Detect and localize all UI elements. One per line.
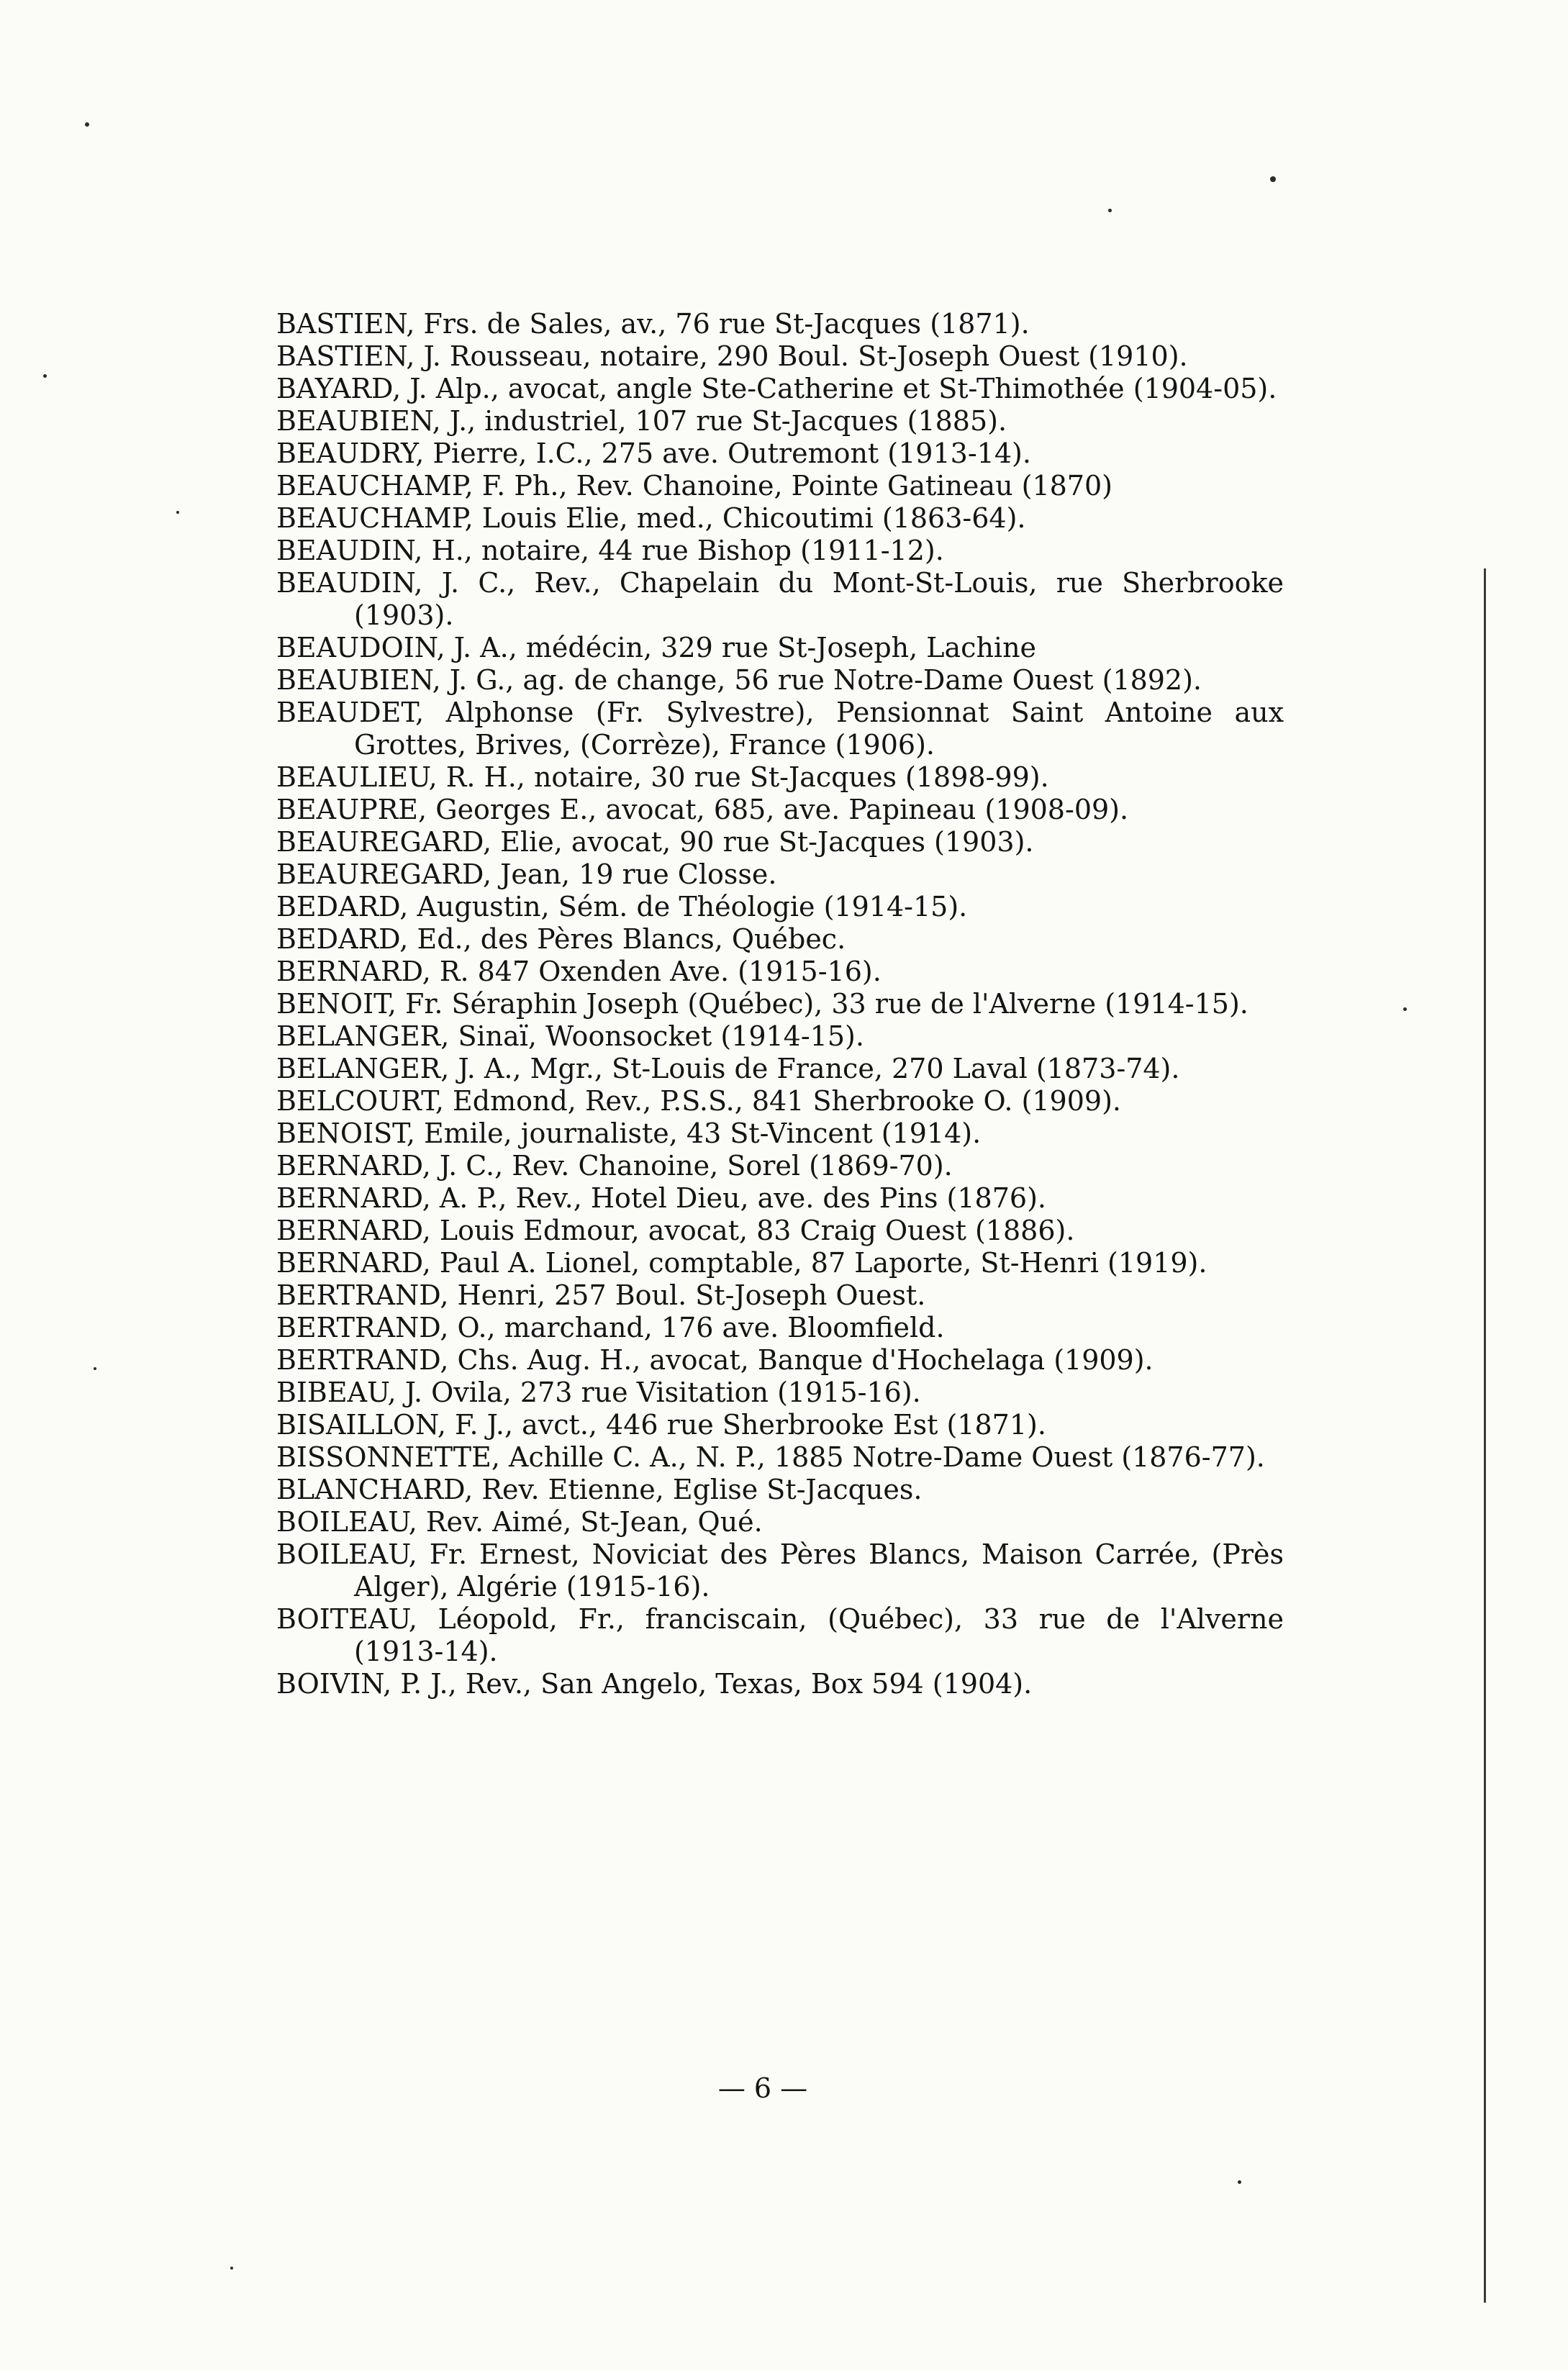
directory-entry: BEAUDOIN, J. A., médécin, 329 rue St-Joseph, Lachine [276, 632, 1037, 663]
directory-entry: BERNARD, Louis Edmour, avocat, 83 Craig Ouest (1886). [276, 1215, 1075, 1246]
directory-entry: BELANGER, J. A., Mgr., St-Louis de France, 270 Laval (1873-74). [276, 1053, 1180, 1084]
binding-edge-line [1484, 568, 1486, 2303]
scan-speck [94, 1367, 96, 1370]
scan-speck [1238, 2180, 1241, 2184]
directory-entry: BOIVIN, P. J., Rev., San Angelo, Texas, Box 594 (1904). [276, 1668, 1033, 1700]
directory-entry: BEAUDET, Alphonse (Fr. Sylvestre), Pensionnat Saint Antoine aux Grottes, Brives, (Corrèze), France (1906). [276, 697, 1284, 761]
directory-entry: BEAUCHAMP, F. Ph., Rev. Chanoine, Pointe Gatineau (1870) [276, 470, 1112, 502]
directory-entry: BEAUDIN, H., notaire, 44 rue Bishop (1911-12). [276, 535, 944, 566]
directory-entry: BEAUBIEN, J., industriel, 107 rue St-Jacques (1885). [276, 405, 1007, 437]
directory-entry: BASTIEN, Frs. de Sales, av., 76 rue St-Jacques (1871). [276, 308, 1030, 340]
directory-entry: BEAUDRY, Pierre, I.C., 275 ave. Outremont (1913-14). [276, 438, 1031, 469]
directory-entry: BEAUPRE, Georges E., avocat, 685, ave. Papineau (1908-09). [276, 794, 1129, 825]
directory-entry: BERNARD, J. C., Rev. Chanoine, Sorel (1869-70). [276, 1150, 953, 1182]
directory-entry: BASTIEN, J. Rousseau, notaire, 290 Boul. St-Joseph Ouest (1910). [276, 340, 1188, 372]
directory-entry: BOILEAU, Rev. Aimé, St-Jean, Qué. [276, 1506, 763, 1538]
scan-speck [1270, 176, 1276, 182]
scan-speck [43, 374, 47, 378]
directory-entry: BEAUCHAMP, Louis Elie, med., Chicoutimi (1863-64). [276, 502, 1026, 534]
directory-entry: BERNARD, A. P., Rev., Hotel Dieu, ave. des Pins (1876). [276, 1182, 1046, 1214]
scan-speck [1108, 209, 1112, 212]
directory-entry: BELANGER, Sinaï, Woonsocket (1914-15). [276, 1020, 864, 1052]
directory-entry: BERNARD, R. 847 Oxenden Ave. (1915-16). [276, 956, 882, 987]
directory-entry: BIBEAU, J. Ovila, 273 rue Visitation (1915-16). [276, 1377, 921, 1408]
directory-entry: BISAILLON, F. J., avct., 446 rue Sherbrooke Est (1871). [276, 1409, 1046, 1441]
directory-entry: BERNARD, Paul A. Lionel, comptable, 87 Laporte, St-Henri (1919). [276, 1247, 1207, 1279]
directory-entry: BISSONNETTE, Achille C. A., N. P., 1885 Notre-Dame Ouest (1876-77). [276, 1441, 1265, 1473]
scan-speck [1403, 1007, 1407, 1011]
directory-entry: BEDARD, Ed., des Pères Blancs, Québec. [276, 923, 846, 955]
directory-entries [276, 308, 1284, 1700]
directory-entry: BEAUREGARD, Jean, 19 rue Closse. [276, 858, 777, 890]
page-number: — 6 — [717, 2072, 808, 2104]
directory-entry: BEDARD, Augustin, Sém. de Théologie (1914-15). [276, 891, 968, 922]
directory-entry: BEAUBIEN, J. G., ag. de change, 56 rue Notre-Dame Ouest (1892). [276, 664, 1202, 696]
directory-entry: BOILEAU, Fr. Ernest, Noviciat des Pères Blancs, Maison Carrée, (Près Alger), Algérie (1915-16). [276, 1538, 1284, 1602]
directory-entry: BERTRAND, O., marchand, 176 ave. Bloomfield. [276, 1312, 945, 1343]
directory-entry: BEAUDIN, J. C., Rev., Chapelain du Mont-St-Louis, rue Sherbrooke (1903). [276, 567, 1284, 631]
directory-entry: BLANCHARD, Rev. Etienne, Eglise St-Jacques. [276, 1474, 923, 1505]
directory-entry: BEAULIEU, R. H., notaire, 30 rue St-Jacques (1898-99). [276, 761, 1049, 793]
directory-entry: BENOIT, Fr. Séraphin Joseph (Québec), 33 rue de l'Alverne (1914-15). [276, 988, 1248, 1020]
directory-entry: BEAUREGARD, Elie, avocat, 90 rue St-Jacques (1903). [276, 826, 1034, 858]
scan-speck [176, 511, 179, 514]
directory-entry: BERTRAND, Henri, 257 Boul. St-Joseph Ouest. [276, 1279, 926, 1311]
scan-speck [85, 122, 89, 127]
directory-entry: BENOIST, Emile, journaliste, 43 St-Vincent (1914). [276, 1118, 982, 1149]
scan-speck [230, 2267, 233, 2270]
directory-entry: BOITEAU, Léopold, Fr., franciscain, (Québec), 33 rue de l'Alverne (1913-14). [276, 1603, 1284, 1667]
directory-entry: BAYARD, J. Alp., avocat, angle Ste-Catherine et St-Thimothée (1904-05). [276, 373, 1277, 404]
directory-entry: BELCOURT, Edmond, Rev., P.S.S., 841 Sherbrooke O. (1909). [276, 1085, 1121, 1117]
directory-entry: BERTRAND, Chs. Aug. H., avocat, Banque d'Hochelaga (1909). [276, 1344, 1154, 1376]
